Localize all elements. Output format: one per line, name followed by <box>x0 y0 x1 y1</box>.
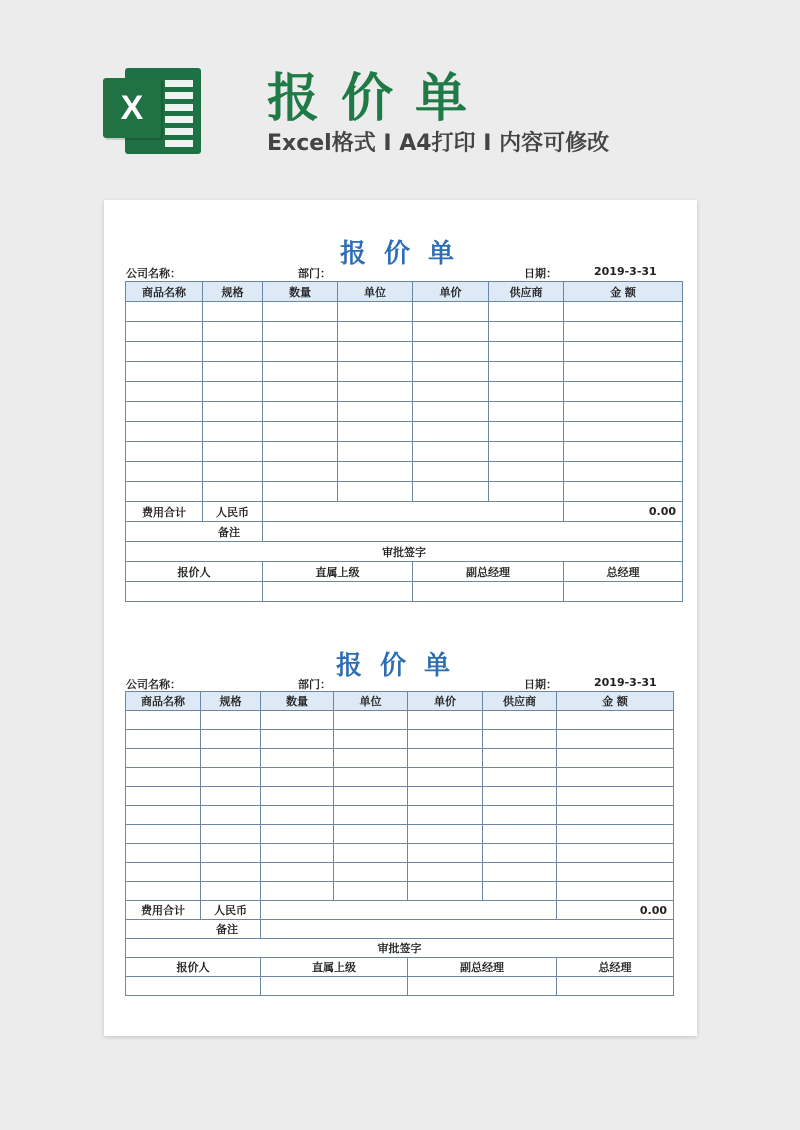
table-header-row <box>126 282 683 302</box>
company-label: 公司名称： <box>126 678 181 691</box>
header-banner <box>0 0 800 190</box>
banner-subtitle: Excel格式 I A4打印 I 内容可修改 <box>267 131 610 156</box>
signer-label: 报价人 <box>126 958 261 977</box>
signer-label: 直属上级 <box>261 958 408 977</box>
currency-label: 人民币 <box>201 901 261 920</box>
banner-title: 报价单 <box>267 69 490 129</box>
approval-row <box>126 939 674 958</box>
table-row[interactable] <box>126 749 674 768</box>
signature-field[interactable] <box>413 582 564 602</box>
signer-row <box>126 562 683 582</box>
column-header: 规格 <box>203 282 263 302</box>
column-header: 单位 <box>338 282 413 302</box>
company-label: 公司名称： <box>126 267 181 280</box>
table-row[interactable] <box>126 825 674 844</box>
amount-in-words[interactable] <box>261 901 557 920</box>
signer-label: 直属上级 <box>263 562 413 582</box>
signer-label: 副总经理 <box>413 562 564 582</box>
column-header: 单价 <box>413 282 489 302</box>
remark-label: 备注 <box>126 920 261 939</box>
signer-label: 副总经理 <box>408 958 557 977</box>
total-label: 费用合计 <box>126 502 203 522</box>
column-header: 商品名称 <box>126 282 203 302</box>
table-row[interactable] <box>126 711 674 730</box>
table-row[interactable] <box>126 863 674 882</box>
document-sheet <box>104 200 697 1036</box>
quote-table <box>125 691 674 996</box>
signature-row[interactable] <box>126 582 683 602</box>
table-row[interactable] <box>126 322 683 342</box>
signer-label: 总经理 <box>557 958 674 977</box>
table-row[interactable] <box>126 730 674 749</box>
form-title: 报价单 <box>340 239 473 269</box>
column-header: 金 额 <box>564 282 683 302</box>
table-row[interactable] <box>126 806 674 825</box>
date-label: 日期： <box>524 678 557 691</box>
remark-label: 备注 <box>126 522 263 542</box>
table-row[interactable] <box>126 362 683 382</box>
column-header: 单价 <box>408 692 483 711</box>
signature-row[interactable] <box>126 977 674 996</box>
table-row[interactable] <box>126 422 683 442</box>
date-value: 2019-3-31 <box>594 265 657 278</box>
signer-label: 总经理 <box>564 562 683 582</box>
table-row[interactable] <box>126 402 683 422</box>
approval-row <box>126 542 683 562</box>
signature-field[interactable] <box>263 582 413 602</box>
remark-row <box>126 920 674 939</box>
column-header: 数量 <box>261 692 334 711</box>
table-row[interactable] <box>126 482 683 502</box>
column-header: 单位 <box>334 692 408 711</box>
table-row[interactable] <box>126 844 674 863</box>
signer-label: 报价人 <box>126 562 263 582</box>
total-row <box>126 502 683 522</box>
table-header-row <box>126 692 674 711</box>
signature-field[interactable] <box>564 582 683 602</box>
currency-label: 人民币 <box>203 502 263 522</box>
approval-label: 审批签字 <box>126 939 674 958</box>
signer-row <box>126 958 674 977</box>
dept-label: 部门： <box>298 267 331 280</box>
column-header: 规格 <box>201 692 261 711</box>
column-header: 数量 <box>263 282 338 302</box>
table-row[interactable] <box>126 882 674 901</box>
approval-label: 审批签字 <box>126 542 683 562</box>
table-row[interactable] <box>126 382 683 402</box>
signature-field[interactable] <box>126 977 261 996</box>
table-row[interactable] <box>126 302 683 322</box>
date-label: 日期： <box>524 267 557 280</box>
table-row[interactable] <box>126 342 683 362</box>
column-header: 供应商 <box>489 282 564 302</box>
table-row[interactable] <box>126 787 674 806</box>
total-value: 0.00 <box>557 901 674 920</box>
excel-logo-letter: X <box>103 78 161 138</box>
total-row <box>126 901 674 920</box>
table-row[interactable] <box>126 462 683 482</box>
signature-field[interactable] <box>408 977 557 996</box>
signature-field[interactable] <box>261 977 408 996</box>
column-header: 商品名称 <box>126 692 201 711</box>
total-value: 0.00 <box>564 502 683 522</box>
dept-label: 部门： <box>298 678 331 691</box>
table-row[interactable] <box>126 442 683 462</box>
signature-field[interactable] <box>126 582 263 602</box>
signature-field[interactable] <box>557 977 674 996</box>
remark-field[interactable] <box>261 920 674 939</box>
date-value: 2019-3-31 <box>594 676 657 689</box>
quote-table <box>125 281 683 602</box>
remark-field[interactable] <box>263 522 683 542</box>
column-header: 供应商 <box>483 692 557 711</box>
column-header: 金 额 <box>557 692 674 711</box>
form-title: 报价单 <box>336 651 469 681</box>
remark-row <box>126 522 683 542</box>
total-label: 费用合计 <box>126 901 201 920</box>
amount-in-words[interactable] <box>263 502 564 522</box>
excel-logo-icon <box>103 64 203 156</box>
table-row[interactable] <box>126 768 674 787</box>
